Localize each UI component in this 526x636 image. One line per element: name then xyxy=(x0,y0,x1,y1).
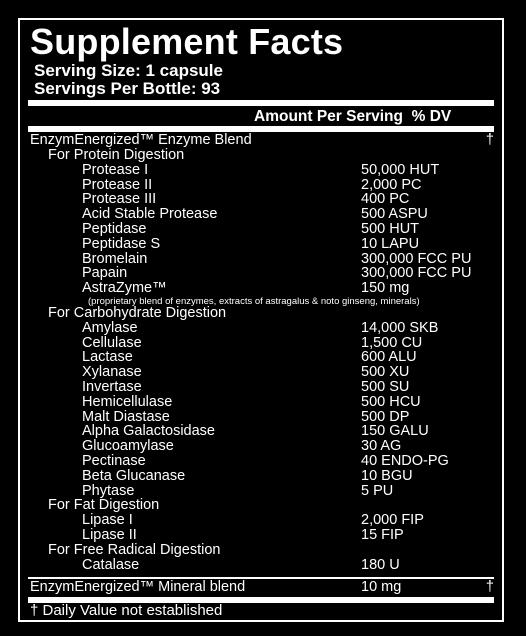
ingredient-amount: 150 mg xyxy=(361,280,410,297)
ingredient-row xyxy=(20,266,502,281)
ingredient-name: Peptidase xyxy=(82,221,147,237)
ingredient-amount: 14,000 SKB xyxy=(361,319,439,336)
ingredient-amount: 500 HCU xyxy=(361,393,421,410)
ingredient-name: Protease II xyxy=(82,176,153,193)
amount-header xyxy=(254,109,451,125)
mineral-blend-name: EnzymEnergized™ Mineral blend xyxy=(30,579,246,595)
section-heading xyxy=(20,543,502,558)
ingredient-name: Invertase xyxy=(82,379,142,395)
ingredient-amount: 40 ENDO-PG xyxy=(361,453,449,469)
ingredient-name: Protease I xyxy=(82,161,149,178)
panel-title: Supplement Facts xyxy=(30,21,344,62)
ingredient-name: Malt Diastase xyxy=(82,408,170,425)
ingredient-amount: 400 PC xyxy=(361,191,410,208)
ingredient-name: Phytase xyxy=(82,482,135,499)
astrazyme-note: (proprietary blend of enzymes, extracts of astragalus & noto ginseng, minerals) xyxy=(88,296,420,307)
ingredient-row xyxy=(20,484,502,499)
ingredient-row xyxy=(20,513,502,528)
enzyme-blend-name: EnzymEnergized™ Enzyme Blend xyxy=(30,132,252,148)
section-heading xyxy=(20,498,502,513)
ingredient-name: AstraZyme™ xyxy=(82,280,167,297)
ingredient-row xyxy=(20,222,502,237)
ingredient-name: Catalase xyxy=(82,556,140,573)
section-heading xyxy=(20,148,502,163)
section-heading-label: For Protein Digestion xyxy=(48,147,185,163)
thick-divider xyxy=(28,100,494,106)
ingredient-amount: 15 FIP xyxy=(361,527,404,543)
ingredient-amount: 2,000 FIP xyxy=(361,512,424,529)
ingredient-amount: 600 ALU xyxy=(361,349,417,366)
ingredient-name: Cellulase xyxy=(82,334,142,351)
ingredient-name: Lipase I xyxy=(82,512,133,529)
ingredient-amount: 500 SU xyxy=(361,379,410,395)
ingredient-name: Protease III xyxy=(82,191,157,208)
ingredient-name: Xylanase xyxy=(82,364,142,381)
ingredient-amount: 1,500 CU xyxy=(361,334,423,351)
ingredient-amount: 180 U xyxy=(361,556,400,573)
ingredient-amount: 300,000 FCC PU xyxy=(361,265,472,282)
ingredient-amount: 10 LAPU xyxy=(361,235,420,252)
amount-per-serving-label: Amount Per Serving xyxy=(254,108,403,125)
dv-label: % DV xyxy=(411,108,452,125)
ingredient-amount: 500 HUT xyxy=(361,221,420,237)
ingredient-row xyxy=(20,558,502,573)
ingredient-row xyxy=(20,192,502,207)
ingredient-row xyxy=(20,439,502,454)
ingredient-row xyxy=(20,410,502,425)
ingredient-amount: 500 DP xyxy=(361,408,410,425)
ingredient-name: Peptidase S xyxy=(82,235,161,252)
ingredient-row xyxy=(20,163,502,178)
ingredient-row xyxy=(20,395,502,410)
ingredient-amount: 500 ASPU xyxy=(361,206,428,223)
section-heading-label: For Fat Digestion xyxy=(48,497,160,514)
ingredient-amount: 50,000 HUT xyxy=(361,161,440,178)
mineral-blend-row xyxy=(20,580,502,595)
ingredient-name: Alpha Galactosidase xyxy=(82,423,215,440)
ingredient-row xyxy=(20,178,502,193)
ingredient-row xyxy=(20,350,502,365)
supplement-facts-panel xyxy=(18,18,504,622)
ingredient-name: Beta Glucanase xyxy=(82,467,186,484)
ingredient-name: Pectinase xyxy=(82,453,146,469)
enzyme-blend-dv: † xyxy=(485,132,494,148)
footnote: † Daily Value not established xyxy=(30,602,223,619)
ingredient-amount: 5 PU xyxy=(361,482,394,499)
ingredient-amount: 10 BGU xyxy=(361,467,413,484)
ingredient-name: Papain xyxy=(82,265,128,282)
ingredient-row xyxy=(20,365,502,380)
ingredient-name: Lipase II xyxy=(82,527,137,543)
mineral-blend-dv: † xyxy=(485,579,494,595)
ingredient-row xyxy=(20,252,502,267)
servings-per-bottle: Servings Per Bottle: 93 xyxy=(34,79,221,98)
ingredient-amount: 500 XU xyxy=(361,364,410,381)
ingredient-row xyxy=(20,469,502,484)
ingredient-name: Amylase xyxy=(82,319,138,336)
ingredient-name: Glucoamylase xyxy=(82,438,174,455)
ingredient-name: Hemicellulase xyxy=(82,393,173,410)
serving-size: Serving Size: 1 capsule xyxy=(34,61,223,80)
ingredient-name: Lactase xyxy=(82,349,133,366)
ingredient-row xyxy=(20,237,502,252)
section-heading-label: For Free Radical Digestion xyxy=(48,541,221,558)
ingredient-row xyxy=(20,454,502,469)
enzyme-blend-row xyxy=(20,133,502,148)
ingredient-row xyxy=(20,424,502,439)
ingredient-row xyxy=(20,207,502,222)
ingredient-amount: 150 GALU xyxy=(361,423,429,440)
ingredient-name: Acid Stable Protease xyxy=(82,206,218,223)
ingredient-row xyxy=(20,336,502,351)
ingredient-amount: 300,000 FCC PU xyxy=(361,250,472,267)
ingredient-row xyxy=(20,528,502,543)
section-heading xyxy=(20,306,502,321)
ingredient-row xyxy=(20,380,502,395)
ingredient-row xyxy=(20,281,502,296)
ingredient-row xyxy=(20,321,502,336)
ingredient-name: Bromelain xyxy=(82,250,148,267)
ingredient-amount: 2,000 PC xyxy=(361,176,422,193)
ingredient-amount: 30 AG xyxy=(361,438,402,455)
mineral-blend-value: 10 mg xyxy=(361,579,402,595)
section-heading-label: For Carbohydrate Digestion xyxy=(48,305,227,321)
